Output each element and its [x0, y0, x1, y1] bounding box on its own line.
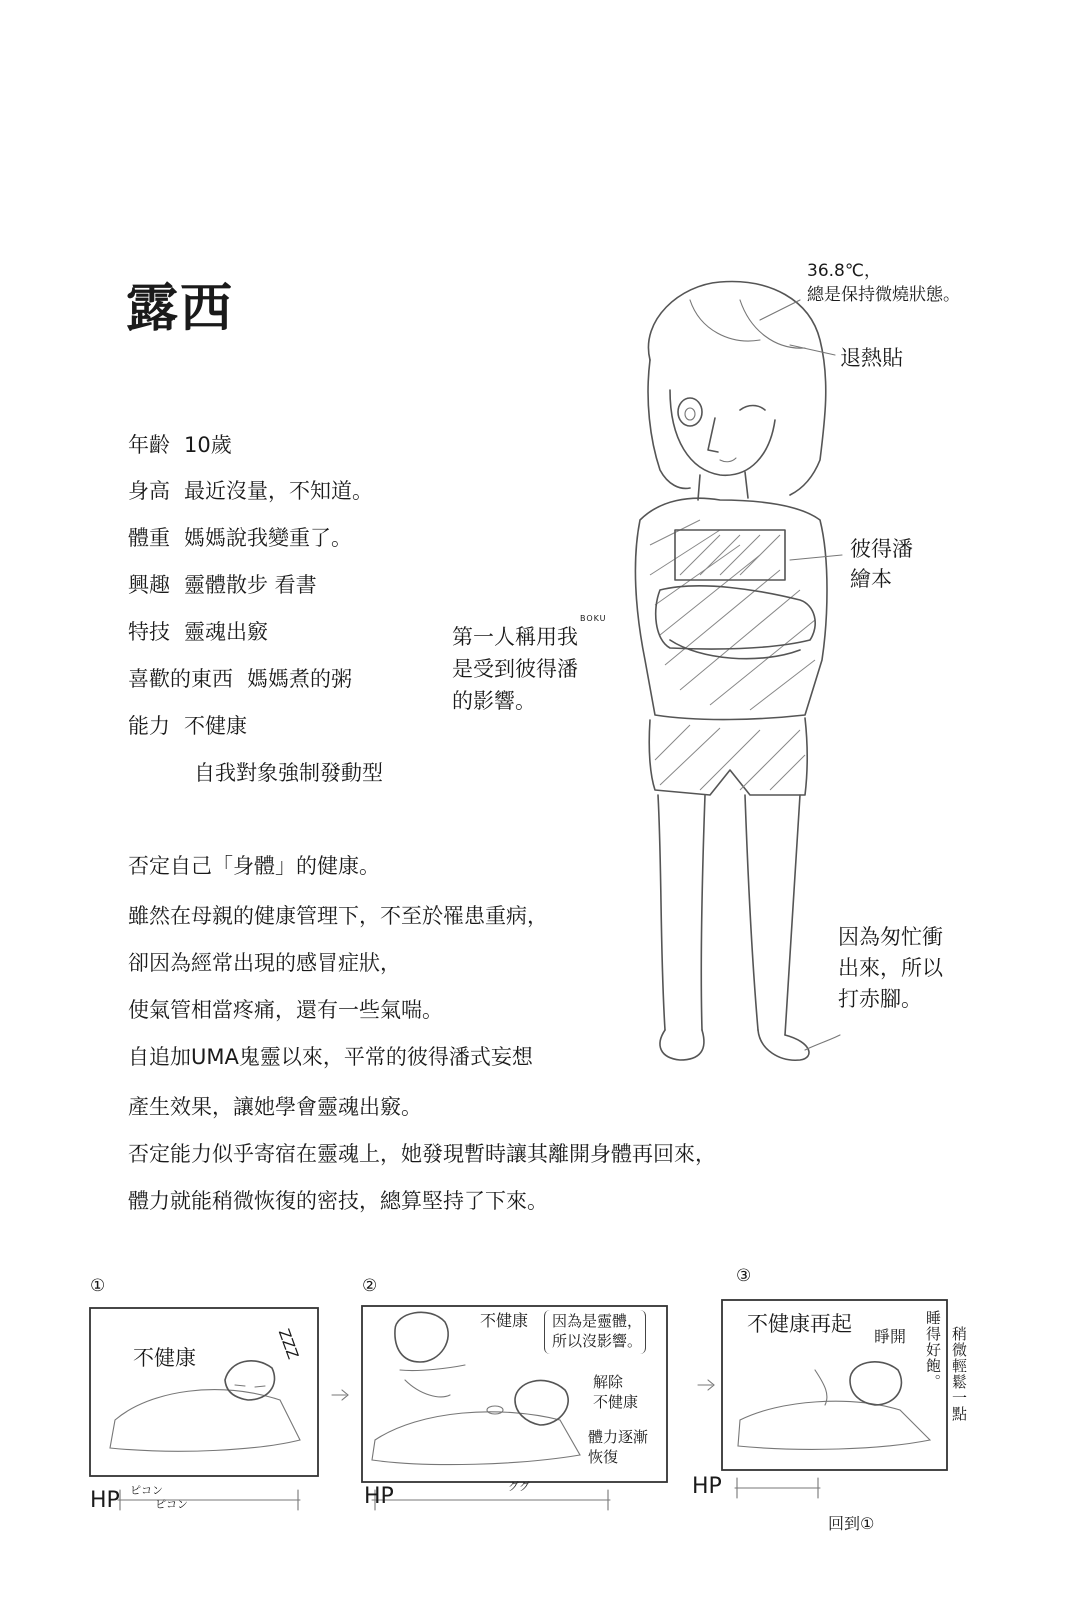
- profile-value: 靈魂出竅: [184, 620, 268, 644]
- ability-type: 自我對象強制發動型: [194, 761, 383, 785]
- panel-1-zzz: ZZZ: [274, 1326, 303, 1362]
- panel-2-label: 不健康: [480, 1311, 529, 1330]
- profile-label: 喜歡的東西: [128, 667, 233, 691]
- panel-1-sfx: ピコン: [155, 1498, 188, 1511]
- profile-label: 能力: [128, 714, 170, 738]
- description-line: 使氣管相當疼痛，還有一些氣喘。: [128, 998, 443, 1022]
- profile-value: 最近沒量，不知道。: [184, 479, 373, 503]
- panel-2-release: 解除: [593, 1373, 624, 1391]
- description-line: 產生效果，讓她學會靈魂出竅。: [128, 1095, 422, 1119]
- panel-1-number: ①: [90, 1276, 106, 1296]
- profile-value: 不健康: [184, 714, 247, 738]
- character-name: 露西: [126, 279, 235, 339]
- panel-2-aside: 所以沒影響。: [552, 1332, 643, 1350]
- annotation-book: 繪本: [850, 567, 892, 591]
- profile-row-favorite: [128, 666, 352, 692]
- annotation-temperature: 36.8℃，: [807, 261, 881, 281]
- annotation-pronoun: 是受到彼得潘: [452, 657, 578, 681]
- profile-row-age: [128, 432, 232, 458]
- profile-value: 媽媽煮的粥: [247, 667, 352, 691]
- annotation-temperature: 總是保持微燒狀態。: [807, 285, 960, 305]
- annotation-pronoun: 第一人稱用我: [452, 625, 578, 649]
- profile-row-height: [128, 478, 373, 504]
- panel-3-slept-well: 睡得好飽。: [924, 1310, 942, 1390]
- profile-row-weight: [128, 525, 352, 551]
- description-line: 雖然在母親的健康管理下，不至於罹患重病，: [128, 904, 548, 928]
- profile-value: 靈體散步 看書: [184, 573, 317, 597]
- panel-2-number: ②: [362, 1276, 378, 1296]
- profile-row-ability: [128, 713, 247, 739]
- profile-value: 媽媽說我變重了。: [184, 526, 352, 550]
- description-line: 卻因為經常出現的感冒症狀，: [128, 951, 401, 975]
- description-line: 自追加UMA鬼靈以來，平常的彼得潘式妄想: [128, 1045, 533, 1069]
- panel-2-release: 不健康: [593, 1393, 639, 1411]
- arrow-2-3: [698, 1380, 714, 1390]
- panel-2-aside-bracket: [544, 1310, 646, 1354]
- annotation-cooling-patch: 退熱貼: [840, 346, 903, 370]
- panel-2-recover: 體力逐漸: [588, 1428, 649, 1446]
- profile-label: 身高: [128, 479, 170, 503]
- panel-2-aside: 因為是靈體，: [552, 1312, 643, 1330]
- panel-1-caption: 不健康: [133, 1346, 196, 1370]
- profile-label: 年齡: [128, 433, 170, 457]
- annotation-ruby: BOKU: [580, 614, 607, 623]
- annotation-barefoot: 出來，所以: [838, 956, 943, 980]
- profile-row-hobby: [128, 572, 317, 598]
- profile-row-skill: [128, 619, 268, 645]
- profile-label: 特技: [128, 620, 170, 644]
- description-line: 否定能力似乎寄宿在靈魂上，她發現暫時讓其離開身體再回來，: [128, 1142, 716, 1166]
- panel-2-hp: HP: [364, 1484, 394, 1509]
- panel-1-hp: HP: [90, 1488, 120, 1513]
- profile-label: 體重: [128, 526, 170, 550]
- panel-1-sfx: ピコン: [130, 1484, 163, 1497]
- panel-2-recover: 恢復: [588, 1448, 619, 1466]
- panel-2-sfx: ググ: [508, 1480, 530, 1493]
- description-line: 否定自己「身體」的健康。: [128, 854, 380, 878]
- panel-3-eyes-open: 睜開: [874, 1327, 907, 1346]
- description-line: 體力就能稍微恢復的密技，總算堅持了下來。: [128, 1189, 548, 1213]
- panel-3-hp: HP: [692, 1474, 722, 1499]
- profile-label: 興趣: [128, 573, 170, 597]
- arrow-1-2: [332, 1390, 348, 1400]
- annotation-barefoot: 因為匆忙衝: [838, 925, 943, 949]
- annotation-book: 彼得潘: [850, 537, 913, 561]
- profile-value: 10歲: [184, 433, 232, 457]
- panel-3-caption: 不健康再起: [747, 1312, 852, 1336]
- annotation-barefoot: 打赤腳。: [838, 987, 922, 1011]
- panel-3-relaxed: 稍微輕鬆一點: [950, 1326, 968, 1422]
- character-sketch: [635, 282, 842, 1061]
- panel-3-number: ③: [736, 1266, 752, 1286]
- panel-3-return: 回到①: [828, 1514, 875, 1533]
- annotation-pronoun: 的影響。: [452, 689, 536, 713]
